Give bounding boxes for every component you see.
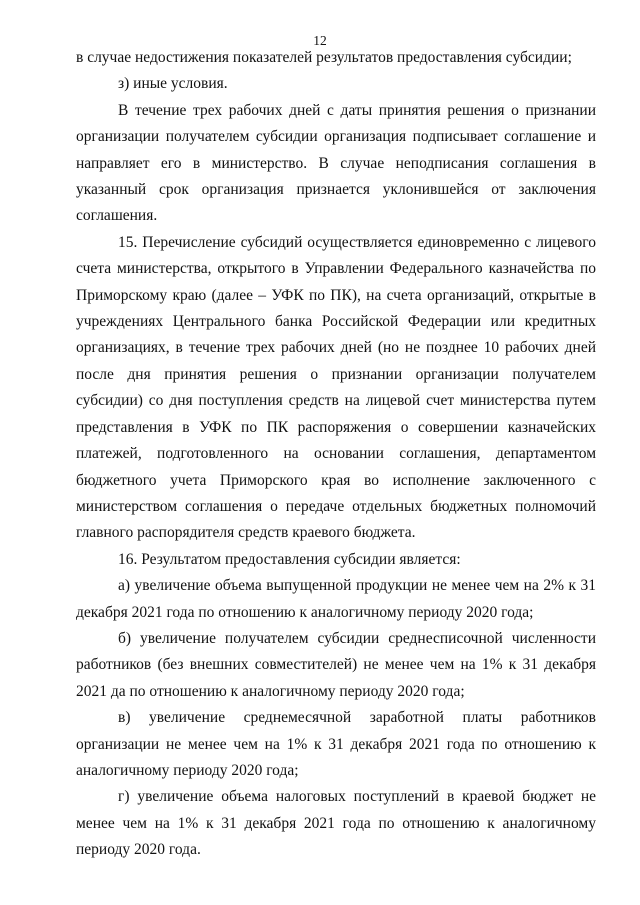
paragraph-result-b: б) увеличение получателем субсидии среднесписочной численности работников (без внешних совместителей) не менее чем на 1% к 31 декабря 2021 да по отношению к аналогичному периоду 2020 года; <box>76 629 596 700</box>
paragraph-agreement-signing: В течение трех рабочих дней с даты принятия решения о признании организации получателем субсидии организация подписывает соглашение и направляет его в министерство. В случае неподписания соглашения в указанный срок организация признается уклонившейся от заключения соглашения. <box>76 101 596 225</box>
paragraph-15-transfer: 15. Перечисление субсидий осуществляется единовременно с лицевого счета министерства, открытого в Управлении Федерального казначейства по Приморскому краю (далее – УФК по ПК), на счета организаций, открытые в учреждениях Центрального банка Российской Федерации или кредитных организациях, в течение трех рабочих дней (но не позднее 10 рабочих дней после дня принятия решения о признании организации получателем субсидии) со дня поступления средств на лицевой счет министерства путем представления в УФК по ПК распоряжения о совершении казначейских платежей, подготовленного на основании соглашения, департаментом бюджетного учета Приморского края во исполнение заключенного с министерством соглашения о передаче отдельных бюджетных полномочий главного распорядителя средств краевого бюджета. <box>76 233 596 542</box>
paragraph-continuation: в случае недостижения показателей результатов предоставления субсидии; <box>76 49 572 66</box>
paragraph-16-results: 16. Результатом предоставления субсидии является: <box>118 550 461 568</box>
page-number: 12 <box>313 33 327 48</box>
paragraph-result-g: г) увеличение объема налоговых поступлений в краевой бюджет не менее чем на 1% к 31 декабря 2021 года по отношению к аналогичному периоду 2020 года. <box>76 788 596 859</box>
paragraph-result-v: в) увеличение среднемесячной заработной платы работников организации не менее чем на 1% к 31 декабря 2021 года по отношению к аналогичному периоду 2020 года; <box>76 709 596 779</box>
paragraph-result-a: а) увеличение объема выпущенной продукции не менее чем на 2% к 31 декабря 2021 года по отношению к аналогичному периоду 2020 года; <box>76 577 596 621</box>
paragraph-item-z: з) иные условия. <box>118 75 228 93</box>
document-body <box>76 45 596 864</box>
